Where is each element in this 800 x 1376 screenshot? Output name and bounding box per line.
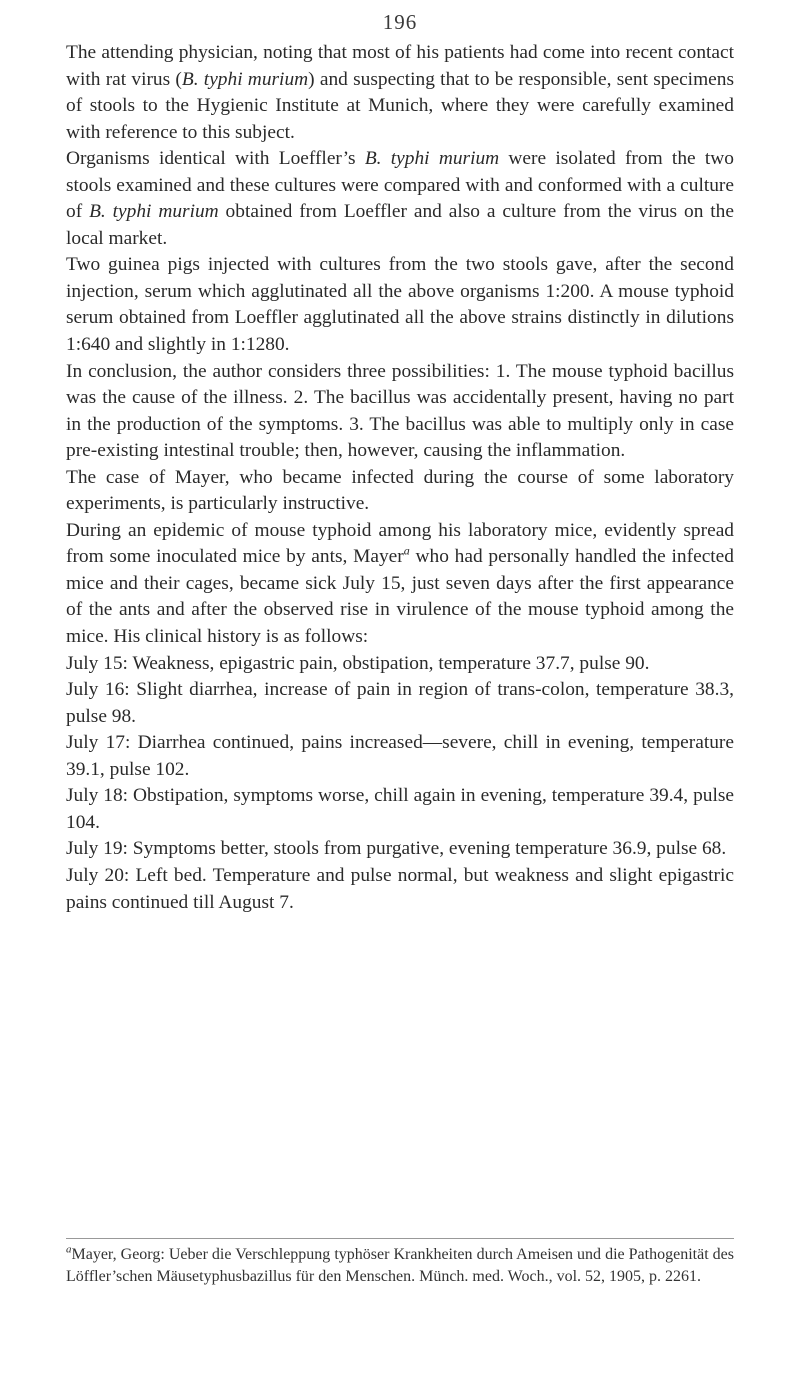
- paragraph: [66, 359, 734, 465]
- paragraph-text: July 16: Slight diarrhea, increase of pain in region of trans-colon, temperature 38.3, pulse 98.: [66, 679, 734, 727]
- paragraph-text: July 20: Left bed. Temperature and pulse normal, but weakness and slight epigastric pains continued till August 7.: [66, 864, 734, 913]
- paragraph-text: Two guinea pigs injected with cultures from the two stools gave, after the second injection, serum which agglutinated all the above organisms 1:200. A mouse typhoid serum obtained from Loeffler agglutinated all the above strains distinctly in dilutions 1:640 and slightly in 1:1280.: [66, 254, 734, 356]
- paragraph-text: July 17: Diarrhea continued, pains increased—severe, chill in evening, temperature 39.1, pulse 102.: [66, 732, 734, 780]
- paragraph: [66, 146, 734, 252]
- paragraph-text: July 18: Obstipation, symptoms worse, chill again in evening, temperature 39.4, pulse 104.: [66, 785, 734, 833]
- paragraph-text: July 19: Symptoms better, stools from purgative, evening temperature 36.9, pulse 68.: [66, 838, 727, 860]
- paragraph-text: Organisms identical with Loeffler’s: [66, 148, 365, 170]
- paragraph-text: were isolated from the two stools examined and these cultures were compared with and conformed with a culture of: [66, 148, 734, 223]
- paragraph: [66, 730, 734, 783]
- footnote: [66, 1244, 734, 1288]
- paragraph: [66, 863, 734, 916]
- paragraph: [66, 518, 734, 651]
- footnote-text: Mayer, Georg: Ueber die Verschleppung typhöser Krankheiten durch Ameisen und die Pathogenität des Löffler’schen Mäusetyphusbazillus für den Menschen. Münch. med. Woch., vol. 52, 1905, p. 2261.: [66, 1246, 734, 1285]
- paragraph-text: July 15: Weakness, epigastric pain, obstipation, temperature 37.7, pulse 90.: [66, 652, 650, 674]
- paragraph-text: who had personally handled the infected mice and their cages, became sick July 15, just seven days after the first appearance of the ants and after the observed rise in virulence of the mouse typhoid among the mice. His clinical history is as follows:: [66, 546, 734, 648]
- footnote-divider: [66, 1238, 734, 1239]
- footnote-reference: a: [403, 543, 410, 558]
- italic-species-name: B. typhi murium: [181, 68, 309, 90]
- paragraph: [66, 677, 734, 730]
- body-text: [66, 40, 734, 916]
- italic-species-name: B. typhi murium: [364, 148, 500, 170]
- footnote-marker: a: [66, 1243, 72, 1256]
- paragraph-text: In conclusion, the author considers three possibilities: 1. The mouse typhoid bacillus was the cause of the illness. 2. The bacillus was accidentally present, having no part in the production of the symptoms. 3. The bacillus was able to multiply only in case pre-existing intestinal trouble; then, however, causing the inflammation.: [66, 360, 734, 462]
- paragraph-text: ) and suspecting that to be responsible, sent specimens of stools to the Hygienic Institute at Munich, where they were carefully examined with reference to this subject.: [66, 68, 734, 143]
- paragraph: [66, 651, 734, 678]
- page-number: 196: [382, 10, 418, 34]
- paragraph-text: obtained from Loeffler and also a culture from the virus on the local market.: [66, 201, 734, 249]
- paragraph: [66, 252, 734, 358]
- paragraph: [66, 465, 734, 518]
- paragraph: [66, 40, 734, 146]
- italic-species-name: B. typhi murium: [89, 201, 219, 223]
- paragraph-text: The case of Mayer, who became infected during the course of some laboratory experiments, is particularly instructive.: [66, 466, 734, 515]
- paragraph-text: The attending physician, noting that most of his patients had come into recent contact with rat virus (: [66, 42, 734, 90]
- paragraph-text: During an epidemic of mouse typhoid among his laboratory mice, evidently spread from some inoculated mice by ants, Mayer: [66, 519, 734, 568]
- paragraph: [66, 836, 734, 863]
- paragraph: [66, 783, 734, 836]
